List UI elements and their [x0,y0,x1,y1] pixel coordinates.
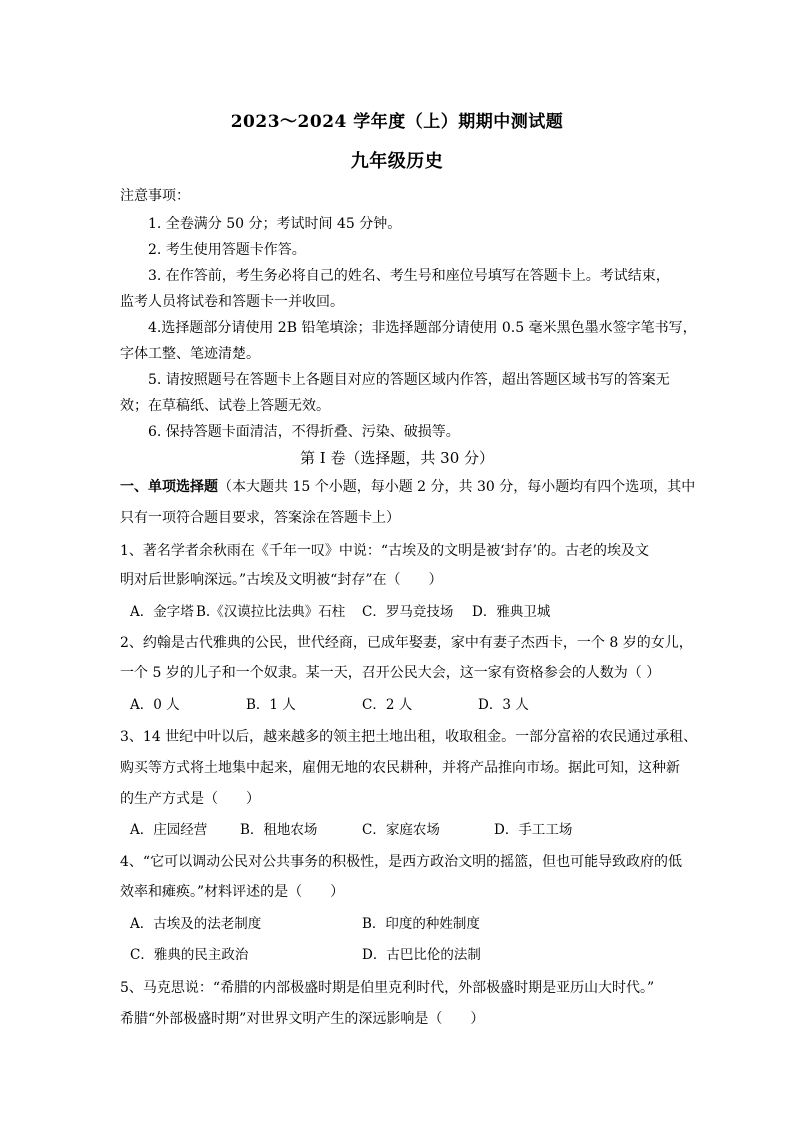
option-a[interactable]: A．庄园经营 [130,822,208,838]
exam-title: 2023～2024 学年度（上）期期中测试题 [230,112,564,132]
question-4-options [130,914,690,934]
option-a[interactable]: A．0 人 [130,697,180,713]
section-title: 第 I 卷（选择题，共 30 分） [299,449,495,467]
question-3-options [130,820,690,840]
question-1-options [130,602,690,622]
notice-item: 5. 请按照题号在答题卡上各题目对应的答题区域内作答，超出答题区域书写的答案无 [148,372,670,388]
option-c[interactable]: C．罗马竞技场 [362,604,454,620]
question-1-text: 明对后世影响深远。”古埃及文明被“封存”在（ ） [120,572,443,588]
question-4-options [130,945,690,965]
option-b[interactable]: B.《汉谟拉比法典》石柱 [196,604,346,620]
notice-item: 6. 保持答题卡面清洁，不得折叠、污染、破损等。 [148,424,460,440]
option-b[interactable]: B．印度的种姓制度 [362,916,480,932]
notice-item: 字体工整、笔迹清楚。 [120,346,260,362]
notice-item: 4.选择题部分请使用 2B 铅笔填涂；非选择题部分请使用 0.5 毫米黑色墨水签字笔书写， [148,320,697,336]
option-b[interactable]: B．租地农场 [240,822,318,838]
option-a[interactable]: A．金字塔 [130,604,194,620]
option-d[interactable]: D．手工工场 [494,822,573,838]
question-3-text: 购买等方式将土地集中起来，雇佣无地的农民耕种，并将产品推向市场。据此可知，这种新 [120,760,680,776]
notice-item: 效；在草稿纸、试卷上答题无效。 [120,398,330,414]
option-a[interactable]: A．古埃及的法老制度 [130,916,262,932]
option-c[interactable]: C．2 人 [362,697,413,713]
section-instructions-cont: 只有一项符合题目要求，答案涂在答题卡上） [120,510,400,526]
option-d[interactable]: D．3 人 [478,697,529,713]
section-instructions [120,477,696,497]
question-3-text: 3、14 世纪中叶以后，越来越多的领主把土地出租，收取租金。一部分富裕的农民通过承租、 [120,729,698,745]
question-1-text: 1、著名学者余秋雨在《千年一叹》中说：“古埃及的文明是被‘封存’的。古老的埃及文 [120,543,649,559]
question-4-text: 效率和瘫痪。”材料评述的是（ ） [120,884,345,900]
notice-item: 3. 在作答前，考生务必将自己的姓名、考生号和座位号填写在答题卡上。考试结束， [148,268,670,284]
option-b[interactable]: B．1 人 [246,697,296,713]
question-2-text: 一个 5 岁的儿子和一个奴隶。某一天，召开公民大会，这一家有资格参会的人数为（ ） [120,665,661,681]
question-3-text: 的生产方式是（ ） [120,791,260,807]
section-instr-text: （本大题共 15 个小题，每小题 2 分，共 30 分，每小题均有四个选项，其中 [218,479,696,495]
option-d[interactable]: D．雅典卫城 [472,604,551,620]
question-5-text: 5、马克思说：“希腊的内部极盛时期是伯里克利时代，外部极盛时期是亚历山大时代。” [120,980,655,996]
notice-heading: 注意事项： [120,188,190,204]
question-2-options [130,695,690,715]
notice-item: 1. 全卷满分 50 分；考试时间 45 分钟。 [148,216,402,232]
question-2-text: 2、约翰是古代雅典的公民，世代经商，已成年娶妻，家中有妻子杰西卡，一个 8 岁的女儿， [120,635,693,651]
notice-item: 2. 考生使用答题卡作答。 [148,242,306,258]
notice-item: 监考人员将试卷和答题卡一并收回。 [120,294,344,310]
question-5-text: 希腊“外部极盛时期”对世界文明产生的深远影响是（ ） [120,1011,485,1027]
option-c[interactable]: C．雅典的民主政治 [130,947,249,963]
exam-subject: 九年级历史 [350,151,444,172]
section-label: 一、单项选择题 [120,479,218,495]
option-c[interactable]: C．家庭农场 [362,822,440,838]
option-d[interactable]: D．古巴比伦的法制 [362,947,481,963]
question-4-text: 4、“它可以调动公民对公共事务的积极性，是西方政治文明的摇篮，但也可能导致政府的低 [120,854,683,870]
